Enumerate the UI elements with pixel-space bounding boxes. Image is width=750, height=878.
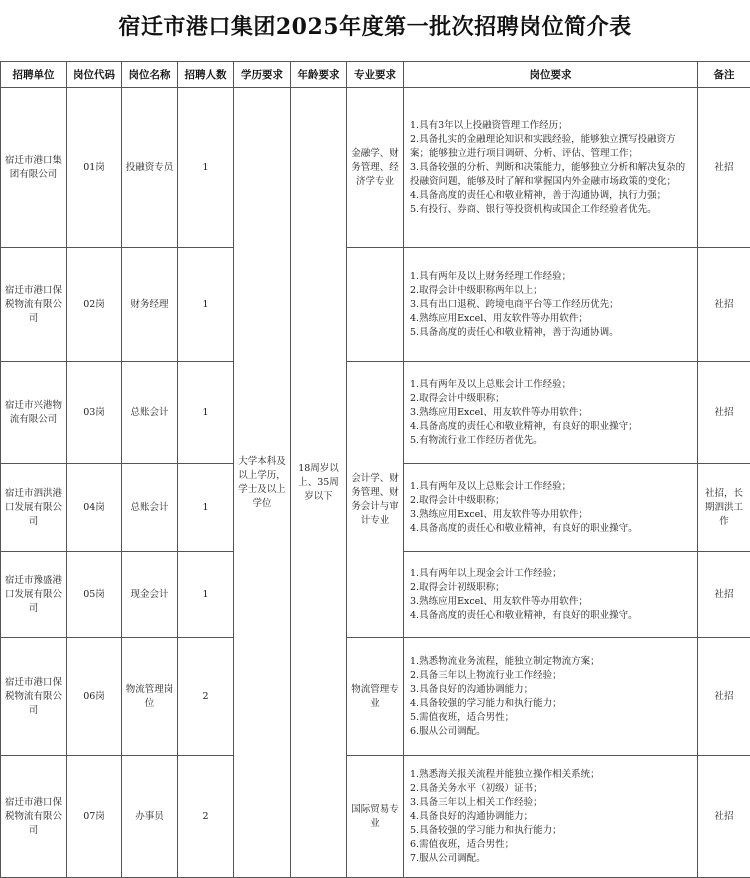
cell-code: 05岗: [67, 552, 122, 638]
requirement-line: 3.具有出口退税、跨境电商平台等工作经历优先；: [410, 298, 691, 312]
cell-name: 财务经理: [122, 248, 178, 362]
requirement-line: 1.具有两年以上现金会计工作经验；: [410, 567, 691, 581]
requirement-line: 4.具备良好的沟通协调能力；: [410, 810, 691, 824]
requirement-line: 3.熟练应用Excel、用友软件等办用软件；: [410, 595, 691, 609]
cell-unit: 宿迁市港口保税物流有限公司: [1, 756, 67, 878]
requirement-line: 5.需值夜班，适合男性；: [410, 711, 691, 725]
cell-unit: 宿迁市港口集团有限公司: [1, 88, 67, 248]
cell-major: 会计学、财务管理、财务会计与审计专业: [347, 362, 404, 638]
cell-code: 03岗: [67, 362, 122, 464]
cell-requirements: [404, 362, 698, 464]
header-unit: 招聘单位: [1, 62, 67, 88]
cell-count: 1: [178, 248, 234, 362]
requirement-line: 1.熟悉物流业务流程，能独立制定物流方案；: [410, 655, 691, 669]
requirement-line: 2.取得会计中级职称两年以上；: [410, 284, 691, 298]
header-name: 岗位名称: [122, 62, 178, 88]
cell-count: 2: [178, 756, 234, 878]
cell-count: 2: [178, 638, 234, 756]
requirement-line: 3.具备良好的沟通协调能力；: [410, 683, 691, 697]
requirement-line: 3.熟练应用Excel、用友软件等办用软件；: [410, 508, 691, 522]
requirement-line: 2.具备三年以上物流行业工作经验；: [410, 669, 691, 683]
cell-name: 物流管理岗位: [122, 638, 178, 756]
cell-age: 18周岁以上、35周岁以下: [291, 88, 347, 878]
cell-major: 国际贸易专业: [347, 756, 404, 878]
requirement-line: 3.具备三年以上相关工作经验；: [410, 796, 691, 810]
requirement-line: 2.取得会计中级职称；: [410, 392, 691, 406]
table-row: [1, 638, 750, 756]
cell-unit: 宿迁市豫盛港口发展有限公司: [1, 552, 67, 638]
cell-requirements: [404, 638, 698, 756]
requirement-line: 2.具备扎实的金融理论知识和实践经验，能够独立撰写投融资方案；能够独立进行项目调研、分析、评估、管理工作；: [410, 133, 691, 161]
requirement-line: 5.有物流行业工作经历者优先。: [410, 434, 691, 448]
cell-note: 社招: [698, 756, 750, 878]
cell-name: 投融资专员: [122, 88, 178, 248]
requirement-line: 6.需值夜班，适合男性；: [410, 838, 691, 852]
table-row: [1, 362, 750, 464]
cell-count: 1: [178, 362, 234, 464]
requirement-line: 2.具备关务水平（初级）证书；: [410, 782, 691, 796]
table-row: [1, 88, 750, 248]
cell-note: 社招: [698, 248, 750, 362]
cell-requirements: [404, 756, 698, 878]
header-note: 备注: [698, 62, 750, 88]
cell-note: 社招: [698, 552, 750, 638]
requirement-line: 4.具备高度的责任心和敬业精神，有良好的职业操守。: [410, 522, 691, 536]
table-row: [1, 248, 750, 362]
cell-note: 社招: [698, 638, 750, 756]
cell-requirements: [404, 464, 698, 552]
header-age: 年龄要求: [291, 62, 347, 88]
requirement-line: 4.具备高度的责任心和敬业精神，有良好的职业操守；: [410, 420, 691, 434]
cell-note: 社招，长期泗洪工作: [698, 464, 750, 552]
cell-note: 社招: [698, 362, 750, 464]
cell-name: 总账会计: [122, 464, 178, 552]
header-major: 专业要求: [347, 62, 404, 88]
page-title: 宿迁市港口集团2025年度第一批次招聘岗位简介表: [0, 10, 750, 41]
requirement-line: 2.取得会计初级职称；: [410, 581, 691, 595]
requirement-line: 5.有投行、券商、银行等投资机构或国企工作经验者优先。: [410, 203, 691, 217]
cell-unit: 宿迁市兴港物流有限公司: [1, 362, 67, 464]
cell-name: 总账会计: [122, 362, 178, 464]
cell-unit: 宿迁市港口保税物流有限公司: [1, 248, 67, 362]
cell-count: 1: [178, 88, 234, 248]
requirement-line: 1.熟悉海关报关流程并能独立操作相关系统；: [410, 768, 691, 782]
cell-requirements: [404, 552, 698, 638]
requirement-line: 3.熟练应用Excel、用友软件等办用软件；: [410, 406, 691, 420]
requirement-line: 4.具备较强的学习能力和执行能力；: [410, 697, 691, 711]
requirement-line: 4.熟练应用Excel、用友软件等办用软件；: [410, 312, 691, 326]
cell-requirements: [404, 248, 698, 362]
header-education: 学历要求: [234, 62, 291, 88]
cell-unit: 宿迁市泗洪港口发展有限公司: [1, 464, 67, 552]
requirement-line: 3.具备较强的分析、判断和决策能力，能够独立分析和解决复杂的投融资问题，能够及时了解和掌握国内外金融市场政策的变化；: [410, 161, 691, 189]
requirement-line: 5.具备较强的学习能力和执行能力；: [410, 824, 691, 838]
cell-code: 04岗: [67, 464, 122, 552]
cell-unit: 宿迁市港口保税物流有限公司: [1, 638, 67, 756]
header-requirements: 岗位要求: [404, 62, 698, 88]
requirement-line: 4.具备高度的责任心和敬业精神，善于沟通协调，执行力强；: [410, 189, 691, 203]
requirement-line: 1.具有3年以上投融资管理工作经历；: [410, 119, 691, 133]
cell-count: 1: [178, 552, 234, 638]
header-code: 岗位代码: [67, 62, 122, 88]
header-row: [1, 62, 750, 88]
cell-education: 大学本科及以上学历，学士及以上学位: [234, 88, 291, 878]
header-count: 招聘人数: [178, 62, 234, 88]
cell-count: 1: [178, 464, 234, 552]
requirement-line: 5.具备高度的责任心和敬业精神，善于沟通协调。: [410, 326, 691, 340]
requirement-line: 4.具备高度的责任心和敬业精神，有良好的职业操守。: [410, 609, 691, 623]
cell-code: 01岗: [67, 88, 122, 248]
cell-note: 社招: [698, 88, 750, 248]
cell-name: 办事员: [122, 756, 178, 878]
cell-code: 07岗: [67, 756, 122, 878]
table-row: [1, 756, 750, 878]
cell-major: 物流管理专业: [347, 638, 404, 756]
cell-major: 金融学、财务管理、经济学专业: [347, 88, 404, 248]
cell-code: 02岗: [67, 248, 122, 362]
requirement-line: 1.具有两年及以上总账会计工作经验；: [410, 480, 691, 494]
cell-major: [347, 248, 404, 362]
requirement-line: 1.具有两年及以上总账会计工作经验；: [410, 378, 691, 392]
cell-requirements: [404, 88, 698, 248]
requirement-line: 6.服从公司调配。: [410, 725, 691, 739]
job-table: [0, 61, 750, 878]
requirement-line: 2.取得会计中级职称；: [410, 494, 691, 508]
cell-name: 现金会计: [122, 552, 178, 638]
requirement-line: 7.服从公司调配。: [410, 852, 691, 866]
cell-code: 06岗: [67, 638, 122, 756]
requirement-line: 1.具有两年及以上财务经理工作经验；: [410, 270, 691, 284]
